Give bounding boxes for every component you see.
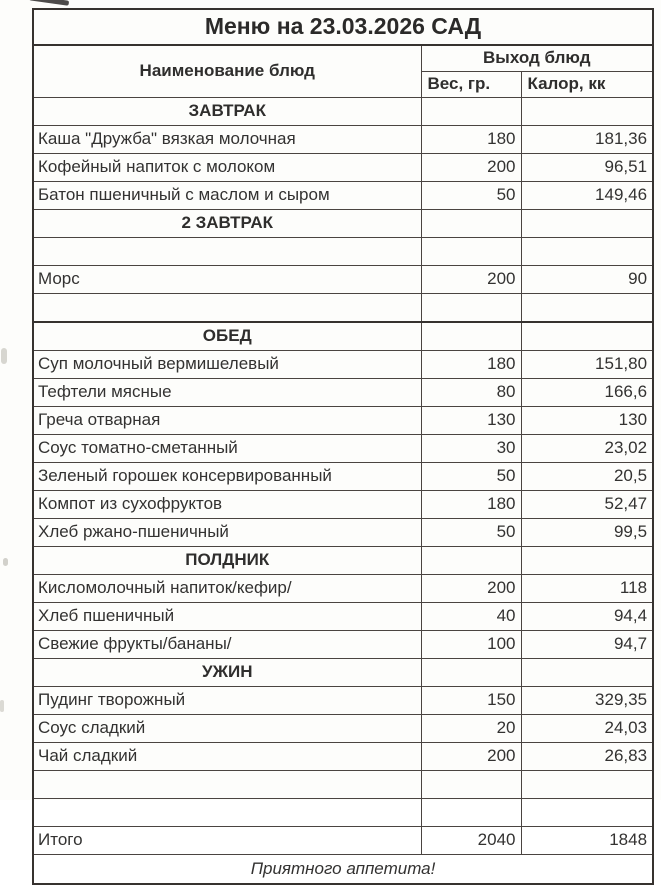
calories-cell: 96,51 — [521, 154, 653, 182]
menu-item-row — [33, 463, 653, 491]
menu-item-row — [33, 575, 653, 603]
column-header-weight: Вес, гр. — [421, 72, 521, 98]
dish-name-cell: Чай сладкий — [33, 743, 421, 771]
dish-name-cell: Суп молочный вермишелевый — [33, 351, 421, 379]
dish-name-cell — [33, 294, 421, 323]
weight-cell: 100 — [421, 631, 521, 659]
dish-name-cell: Кисломолочный напиток/кефир/ — [33, 575, 421, 603]
total-calories-cell: 1848 — [521, 827, 653, 855]
calories-cell — [521, 98, 653, 126]
dish-name-cell — [33, 771, 421, 799]
calories-cell — [521, 294, 653, 323]
weight-cell: 30 — [421, 435, 521, 463]
weight-cell: 200 — [421, 266, 521, 294]
calories-cell — [521, 799, 653, 827]
empty-row — [33, 771, 653, 799]
weight-cell — [421, 98, 521, 126]
dish-name-cell: Соус томатно-сметанный — [33, 435, 421, 463]
scan-artifact-smudge — [0, 700, 4, 712]
menu-item-row — [33, 491, 653, 519]
total-row — [33, 827, 653, 855]
section-row-afternoon-snack — [33, 547, 653, 575]
column-header-output-group: Выход блюд — [421, 45, 653, 72]
menu-item-row — [33, 407, 653, 435]
weight-cell: 130 — [421, 407, 521, 435]
weight-cell: 200 — [421, 154, 521, 182]
column-header-dish-name: Наименование блюд — [33, 45, 421, 98]
dish-name-cell: Хлеб ржано-пшеничный — [33, 519, 421, 547]
empty-row — [33, 238, 653, 266]
empty-row — [33, 294, 653, 323]
weight-cell: 150 — [421, 687, 521, 715]
calories-cell: 149,46 — [521, 182, 653, 210]
dish-name-cell: Пудинг творожный — [33, 687, 421, 715]
empty-row — [33, 799, 653, 827]
weight-cell: 20 — [421, 715, 521, 743]
calories-cell: 20,5 — [521, 463, 653, 491]
weight-cell — [421, 322, 521, 351]
menu-item-row — [33, 435, 653, 463]
title-row — [33, 9, 653, 45]
calories-cell: 94,4 — [521, 603, 653, 631]
footer-message: Приятного аппетита! — [33, 855, 653, 885]
document-title: Меню на 23.03.2026 САД — [33, 9, 653, 45]
calories-cell: 90 — [521, 266, 653, 294]
weight-cell — [421, 547, 521, 575]
weight-cell — [421, 659, 521, 687]
menu-item-row — [33, 379, 653, 407]
dish-name-cell: Кофейный напиток с молоком — [33, 154, 421, 182]
dish-name-cell — [33, 799, 421, 827]
menu-item-row — [33, 743, 653, 771]
dish-name-cell: Каша "Дружба" вязкая молочная — [33, 126, 421, 154]
dish-name-cell: Компот из сухофруктов — [33, 491, 421, 519]
weight-cell: 180 — [421, 351, 521, 379]
section-row-second-breakfast — [33, 210, 653, 238]
section-row-breakfast — [33, 98, 653, 126]
column-header-calories: Калор, кк — [521, 72, 653, 98]
calories-cell — [521, 771, 653, 799]
menu-item-row — [33, 126, 653, 154]
dish-name-cell: Тефтели мясные — [33, 379, 421, 407]
menu-item-row — [33, 631, 653, 659]
calories-cell: 151,80 — [521, 351, 653, 379]
section-row-dinner — [33, 659, 653, 687]
calories-cell: 329,35 — [521, 687, 653, 715]
weight-cell: 200 — [421, 575, 521, 603]
total-weight-cell: 2040 — [421, 827, 521, 855]
menu-item-row — [33, 603, 653, 631]
calories-cell: 166,6 — [521, 379, 653, 407]
calories-cell — [521, 659, 653, 687]
calories-cell: 99,5 — [521, 519, 653, 547]
scan-artifact-mark — [29, 0, 69, 6]
dish-name-cell: Хлеб пшеничный — [33, 603, 421, 631]
weight-cell — [421, 799, 521, 827]
weight-cell — [421, 294, 521, 323]
menu-item-row — [33, 715, 653, 743]
weight-cell: 200 — [421, 743, 521, 771]
section-label: ПОЛДНИК — [33, 547, 421, 575]
dish-name-cell: Батон пшеничный с маслом и сыром — [33, 182, 421, 210]
calories-cell: 23,02 — [521, 435, 653, 463]
total-label: Итого — [33, 827, 421, 855]
weight-cell: 50 — [421, 182, 521, 210]
dish-name-cell: Греча отварная — [33, 407, 421, 435]
section-label: ЗАВТРАК — [33, 98, 421, 126]
calories-cell: 181,36 — [521, 126, 653, 154]
weight-cell: 50 — [421, 519, 521, 547]
dish-name-cell: Морс — [33, 266, 421, 294]
weight-cell: 40 — [421, 603, 521, 631]
calories-cell: 52,47 — [521, 491, 653, 519]
section-label: УЖИН — [33, 659, 421, 687]
calories-cell: 26,83 — [521, 743, 653, 771]
menu-item-row — [33, 154, 653, 182]
calories-cell: 118 — [521, 575, 653, 603]
dish-name-cell: Зеленый горошек консервированный — [33, 463, 421, 491]
section-row-lunch — [33, 322, 653, 351]
menu-table — [32, 8, 654, 885]
scan-artifact-smudge — [3, 558, 8, 566]
weight-cell — [421, 771, 521, 799]
menu-item-row — [33, 182, 653, 210]
weight-cell — [421, 210, 521, 238]
calories-cell — [521, 210, 653, 238]
dish-name-cell — [33, 238, 421, 266]
footer-row — [33, 855, 653, 885]
calories-cell: 24,03 — [521, 715, 653, 743]
weight-cell: 180 — [421, 126, 521, 154]
header-row-group — [33, 45, 653, 72]
section-label: 2 ЗАВТРАК — [33, 210, 421, 238]
menu-item-row — [33, 687, 653, 715]
calories-cell: 94,7 — [521, 631, 653, 659]
menu-item-row — [33, 351, 653, 379]
weight-cell — [421, 238, 521, 266]
scan-artifact-smudge — [1, 348, 7, 364]
calories-cell — [521, 238, 653, 266]
weight-cell: 80 — [421, 379, 521, 407]
calories-cell: 130 — [521, 407, 653, 435]
weight-cell: 180 — [421, 491, 521, 519]
calories-cell — [521, 322, 653, 351]
menu-item-row — [33, 266, 653, 294]
dish-name-cell: Соус сладкий — [33, 715, 421, 743]
calories-cell — [521, 547, 653, 575]
section-label: ОБЕД — [33, 322, 421, 351]
weight-cell: 50 — [421, 463, 521, 491]
dish-name-cell: Свежие фрукты/бананы/ — [33, 631, 421, 659]
menu-item-row — [33, 519, 653, 547]
